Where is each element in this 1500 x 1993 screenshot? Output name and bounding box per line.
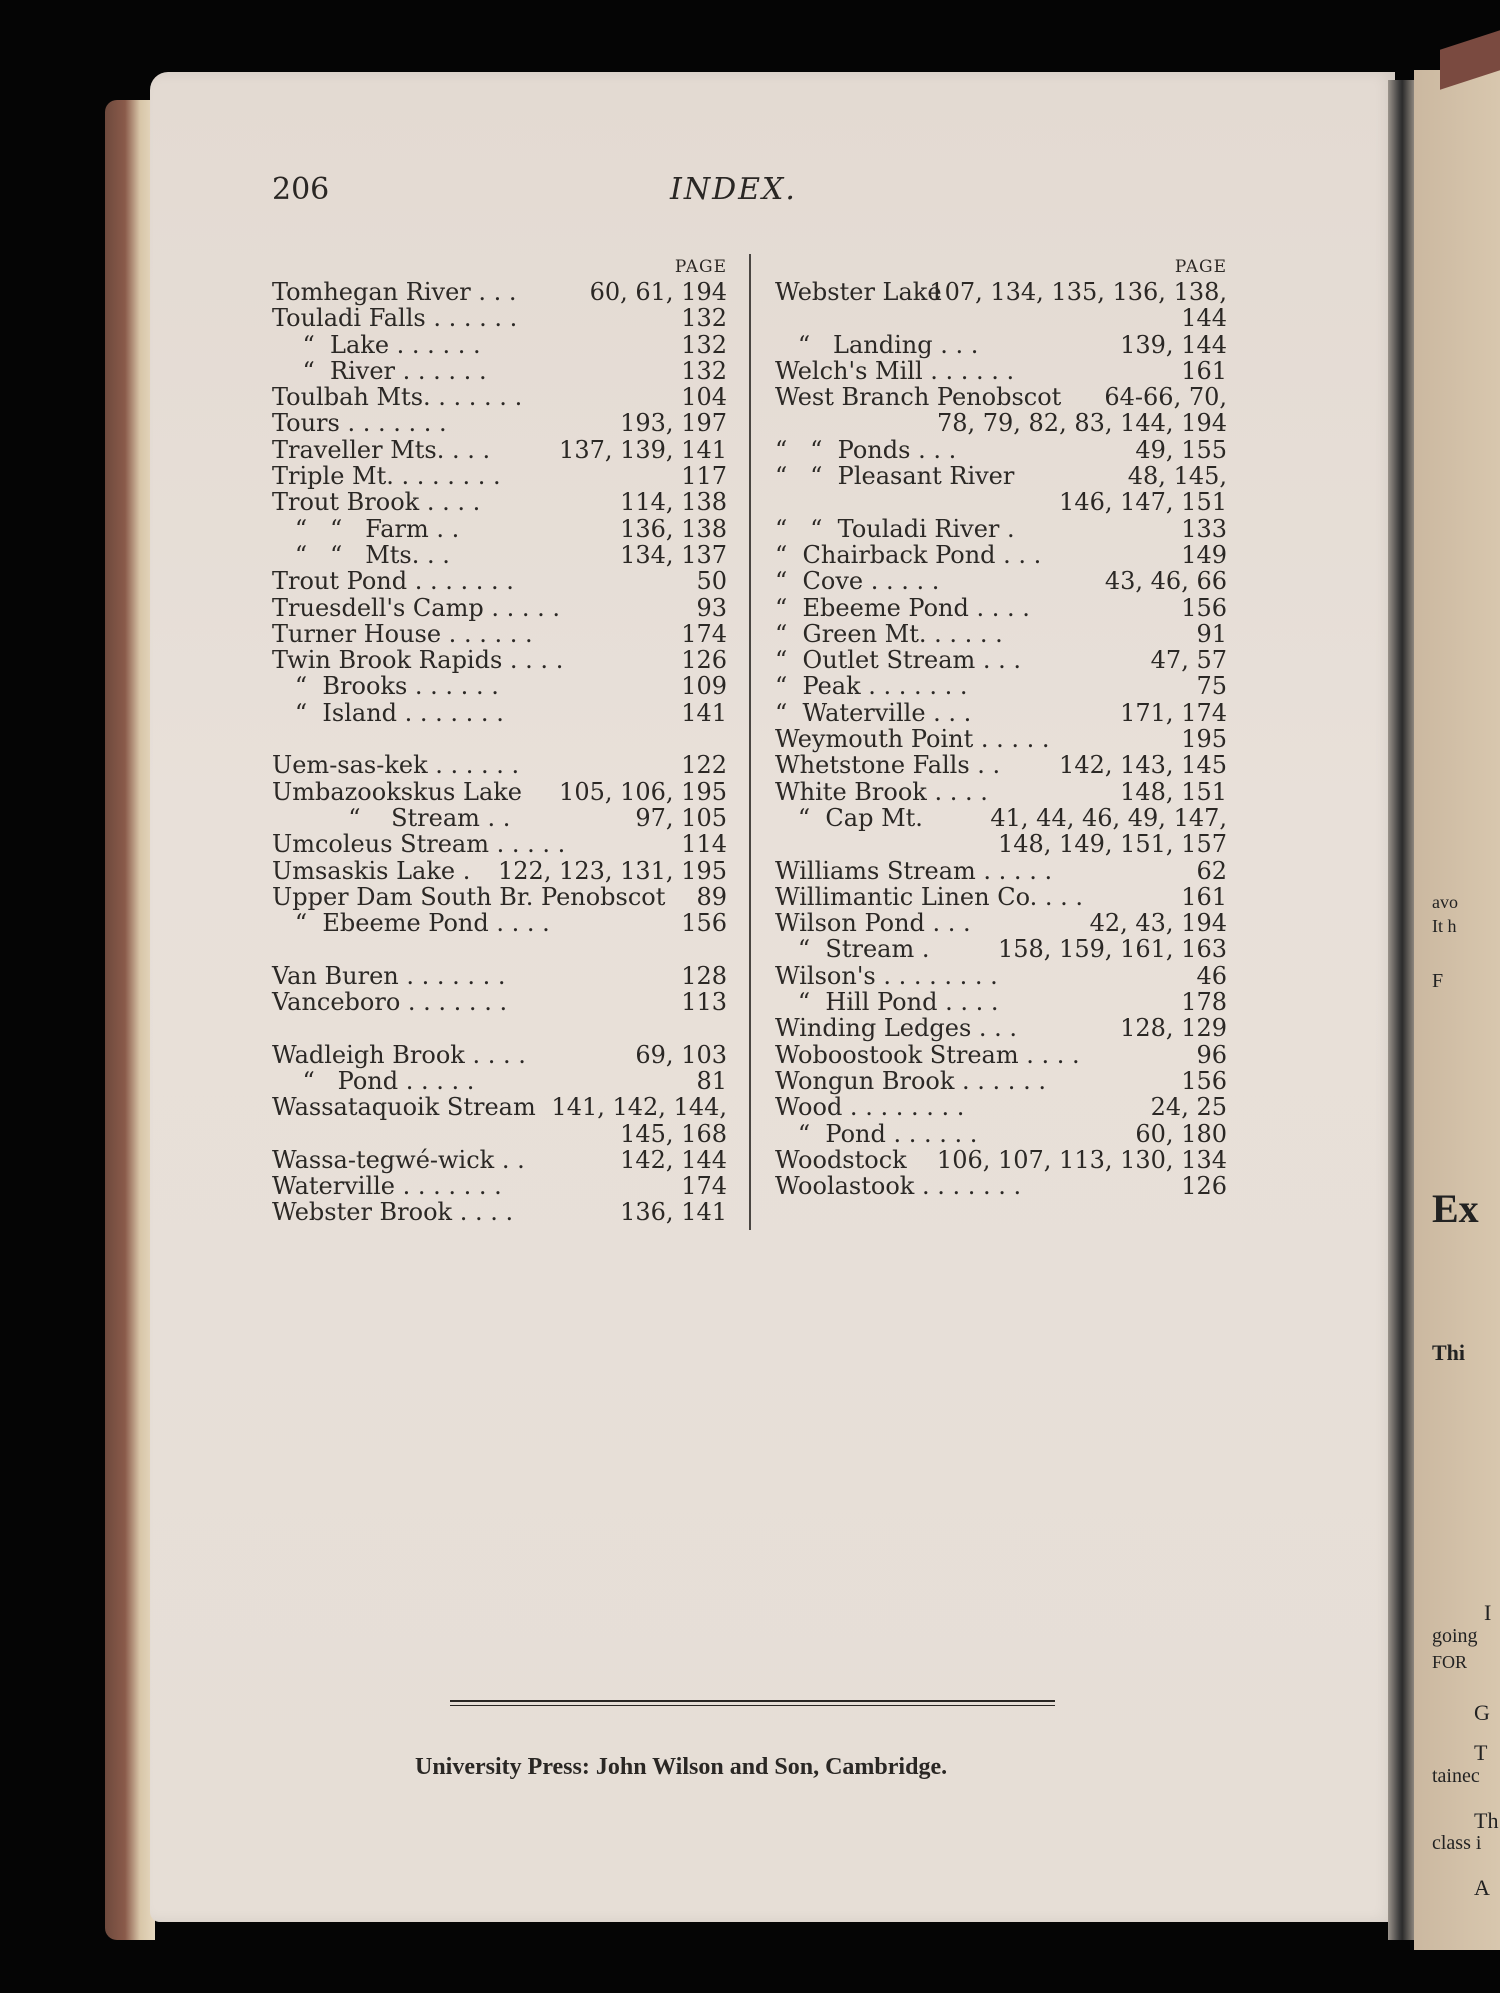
index-term: West Branch Penobscot bbox=[775, 383, 1062, 412]
index-entry bbox=[272, 673, 727, 699]
index-entry bbox=[775, 779, 1227, 805]
index-term: Uem-sas-kek . . . . . . bbox=[272, 751, 520, 780]
index-entry-list bbox=[775, 279, 1227, 1199]
index-term: Van Buren . . . . . . . bbox=[272, 961, 506, 990]
index-term: “ “ Ponds . . . bbox=[775, 435, 957, 464]
index-entry bbox=[272, 410, 727, 436]
index-entry bbox=[272, 621, 727, 647]
index-entry bbox=[272, 910, 727, 936]
index-term: “ Ebeeme Pond . . . . bbox=[775, 593, 1030, 622]
index-entry bbox=[272, 305, 727, 331]
index-term: “ Green Mt. . . . . . bbox=[775, 619, 1003, 648]
next-page-fragment: Ex bbox=[1432, 1186, 1479, 1231]
index-entry bbox=[272, 726, 727, 752]
index-entry bbox=[775, 1121, 1227, 1147]
footer-rule bbox=[450, 1700, 1055, 1706]
index-entry bbox=[775, 542, 1227, 568]
index-term: Trout Pond . . . . . . . bbox=[272, 567, 514, 596]
index-page-refs: 96 bbox=[1196, 1040, 1227, 1069]
index-term: Tomhegan River . . . bbox=[272, 278, 517, 306]
index-page-refs: 161 bbox=[1181, 356, 1227, 385]
index-entry bbox=[272, 516, 727, 542]
index-entry bbox=[272, 752, 727, 778]
index-page-refs: 75 bbox=[1196, 672, 1227, 701]
next-page-fragment: T bbox=[1474, 1740, 1488, 1765]
next-page-fragment: class i bbox=[1432, 1832, 1482, 1854]
index-page-refs: 89 bbox=[696, 882, 727, 911]
index-entry bbox=[272, 1042, 727, 1068]
index-page-refs: 136, 141 bbox=[620, 1198, 727, 1227]
index-entry bbox=[775, 437, 1227, 463]
index-page-refs: 139, 144 bbox=[1120, 330, 1227, 359]
index-entry bbox=[272, 1068, 727, 1094]
index-page-refs: 161 bbox=[1181, 882, 1227, 911]
index-entry bbox=[775, 621, 1227, 647]
index-page-refs: 128, 129 bbox=[1120, 1014, 1227, 1043]
index-term: “ “ Mts. . . bbox=[272, 540, 450, 569]
index-entry bbox=[775, 1094, 1227, 1120]
index-page-refs: 46 bbox=[1196, 961, 1227, 990]
index-entry bbox=[775, 489, 1227, 515]
next-page-fragment: I bbox=[1484, 1600, 1492, 1625]
index-page-refs: 132 bbox=[681, 330, 727, 359]
index-entry bbox=[775, 358, 1227, 384]
index-page-refs: 156 bbox=[1181, 1066, 1227, 1095]
next-page-edge bbox=[1414, 70, 1500, 1950]
index-page-refs: 146, 147, 151 bbox=[1059, 488, 1227, 517]
index-term: “ “ Touladi River . bbox=[775, 514, 1015, 543]
index-term: Umsaskis Lake . bbox=[272, 856, 471, 885]
index-page-refs: 60, 180 bbox=[1135, 1119, 1227, 1148]
index-entry bbox=[272, 884, 727, 910]
index-term: Whetstone Falls . . bbox=[775, 751, 1001, 780]
index-page-refs: 174 bbox=[681, 1172, 727, 1201]
index-term: “ Outlet Stream . . . bbox=[775, 646, 1022, 675]
index-page-refs: 156 bbox=[1181, 593, 1227, 622]
index-page-refs: 122, 123, 131, 195 bbox=[497, 856, 727, 885]
index-page-refs: 47, 57 bbox=[1150, 646, 1227, 675]
index-entry bbox=[775, 1015, 1227, 1041]
index-term: Wilson's . . . . . . . . bbox=[775, 961, 998, 990]
index-page-refs: 148, 151 bbox=[1120, 777, 1227, 806]
index-entry bbox=[272, 358, 727, 384]
page-number: 206 bbox=[272, 172, 330, 207]
index-page-refs: 93 bbox=[696, 593, 727, 622]
index-page-refs: 107, 134, 135, 136, 138, bbox=[929, 278, 1227, 306]
index-entry bbox=[775, 1068, 1227, 1094]
index-page-refs: 64-66, 70, bbox=[1104, 383, 1227, 412]
index-page-refs: 114, 138 bbox=[620, 488, 727, 517]
index-term: “ Brooks . . . . . . bbox=[272, 672, 499, 701]
index-term: Umcoleus Stream . . . . . bbox=[272, 830, 566, 859]
index-page-refs: 126 bbox=[1181, 1172, 1227, 1201]
next-page-fragment: going bbox=[1432, 1625, 1478, 1647]
index-entry bbox=[272, 779, 727, 805]
index-term: “ “ Farm . . bbox=[272, 514, 460, 543]
index-entry bbox=[272, 700, 727, 726]
index-page-refs: 128 bbox=[681, 961, 727, 990]
index-page-refs: 178 bbox=[1181, 988, 1227, 1017]
index-entry bbox=[775, 936, 1227, 962]
index-entry bbox=[272, 989, 727, 1015]
next-page-fragment: It h bbox=[1432, 916, 1457, 936]
index-term: “ Cap Mt. bbox=[775, 803, 923, 832]
index-entry bbox=[272, 463, 727, 489]
index-entry bbox=[272, 1173, 727, 1199]
index-term: Touladi Falls . . . . . . bbox=[272, 304, 518, 333]
index-entry bbox=[272, 831, 727, 857]
index-term: “ River . . . . . . bbox=[272, 356, 487, 385]
index-term: “ Peak . . . . . . . bbox=[775, 672, 968, 701]
index-term: “ “ Pleasant River bbox=[775, 462, 1015, 491]
index-entry bbox=[775, 568, 1227, 594]
index-term: Upper Dam South Br. Penobscot bbox=[272, 882, 666, 911]
next-page-fragment: Th bbox=[1474, 1808, 1499, 1833]
index-entry bbox=[775, 726, 1227, 752]
index-page-refs: 158, 159, 161, 163 bbox=[997, 935, 1227, 964]
index-page-refs: 113 bbox=[681, 988, 727, 1017]
index-entry-list bbox=[272, 279, 727, 1226]
index-page-refs: 142, 143, 145 bbox=[1059, 751, 1227, 780]
index-page-refs: 42, 43, 194 bbox=[1089, 909, 1227, 938]
index-entry bbox=[775, 963, 1227, 989]
index-term: “ Island . . . . . . . bbox=[272, 698, 504, 727]
index-entry bbox=[272, 805, 727, 831]
index-entry bbox=[775, 516, 1227, 542]
index-term: Wood . . . . . . . . bbox=[775, 1093, 965, 1122]
index-term: Woboostook Stream . . . . bbox=[775, 1040, 1080, 1069]
index-term: Wongun Brook . . . . . . bbox=[775, 1066, 1046, 1095]
index-term: Wassataquoik Stream bbox=[272, 1093, 536, 1122]
column-heading: PAGE bbox=[1174, 257, 1227, 277]
index-page-refs: 193, 197 bbox=[620, 409, 727, 438]
next-page-fragment: FOR bbox=[1432, 1652, 1468, 1672]
index-page-refs: 144 bbox=[1181, 304, 1227, 333]
index-page-refs: 109 bbox=[681, 672, 727, 701]
index-term: Traveller Mts. . . . bbox=[272, 435, 491, 464]
index-page-refs: 195 bbox=[1181, 725, 1227, 754]
running-title: INDEX. bbox=[670, 172, 797, 207]
index-page-refs: 114 bbox=[681, 830, 727, 859]
index-page-refs: 49, 155 bbox=[1135, 435, 1227, 464]
index-entry bbox=[272, 595, 727, 621]
index-term: Woolastook . . . . . . . bbox=[775, 1172, 1022, 1201]
index-page-refs: 174 bbox=[681, 619, 727, 648]
index-term: White Brook . . . . bbox=[775, 777, 988, 806]
index-page-refs: 149 bbox=[1181, 540, 1227, 569]
index-term: Wassa-tegwé-wick . . bbox=[272, 1145, 525, 1174]
index-entry bbox=[272, 1199, 727, 1225]
index-entry bbox=[775, 700, 1227, 726]
index-page-refs: 117 bbox=[681, 462, 727, 491]
index-entry bbox=[272, 1015, 727, 1041]
index-term: “ Stream . bbox=[775, 935, 930, 964]
index-entry bbox=[272, 279, 727, 305]
index-page-refs: 81 bbox=[696, 1066, 727, 1095]
index-term: “ Chairback Pond . . . bbox=[775, 540, 1042, 569]
index-entry bbox=[775, 910, 1227, 936]
index-term: Woodstock bbox=[775, 1145, 907, 1174]
index-page-refs: 60, 61, 194 bbox=[589, 278, 727, 306]
index-term: Toulbah Mts. . . . . . . bbox=[272, 383, 523, 412]
index-entry bbox=[272, 647, 727, 673]
book-gutter bbox=[1388, 80, 1414, 1940]
index-term: Williams Stream . . . . . bbox=[775, 856, 1053, 885]
index-entry bbox=[775, 279, 1227, 305]
next-page-fragment: A bbox=[1474, 1875, 1490, 1900]
index-entry bbox=[272, 1147, 727, 1173]
index-entry bbox=[775, 1042, 1227, 1068]
index-term: “ Landing . . . bbox=[775, 330, 979, 359]
column-heading: PAGE bbox=[674, 257, 727, 277]
index-term: “ Stream . . bbox=[272, 803, 511, 832]
index-term: Triple Mt. . . . . . . . bbox=[272, 462, 501, 491]
index-entry bbox=[775, 1173, 1227, 1199]
book-spine bbox=[105, 100, 155, 1940]
index-entry bbox=[775, 673, 1227, 699]
next-page-fragment: Thi bbox=[1432, 1340, 1466, 1365]
index-entry bbox=[272, 858, 727, 884]
index-entry bbox=[272, 384, 727, 410]
index-entry bbox=[272, 568, 727, 594]
index-page-refs: 105, 106, 195 bbox=[559, 777, 727, 806]
index-page-refs: 41, 44, 46, 49, 147, bbox=[990, 803, 1227, 832]
index-term: Twin Brook Rapids . . . . bbox=[272, 646, 564, 675]
index-page-refs: 132 bbox=[681, 304, 727, 333]
index-page-refs: 43, 46, 66 bbox=[1104, 567, 1227, 596]
index-page-refs: 141, 142, 144, bbox=[551, 1093, 727, 1122]
index-page-refs: 122 bbox=[681, 751, 727, 780]
index-page-refs: 69, 103 bbox=[635, 1040, 727, 1069]
index-entry bbox=[775, 332, 1227, 358]
index-term: “ Cove . . . . . bbox=[775, 567, 940, 596]
index-entry bbox=[775, 595, 1227, 621]
index-page-refs: 91 bbox=[1196, 619, 1227, 648]
index-entry bbox=[775, 463, 1227, 489]
index-term: Tours . . . . . . . bbox=[272, 409, 447, 438]
index-page-refs: 104 bbox=[681, 383, 727, 412]
index-page-refs: 126 bbox=[681, 646, 727, 675]
index-entry bbox=[775, 805, 1227, 831]
index-entry bbox=[775, 989, 1227, 1015]
index-term: Umbazookskus Lake bbox=[272, 777, 522, 806]
index-entry bbox=[272, 936, 727, 962]
index-entry bbox=[775, 884, 1227, 910]
index-term: Wilson Pond . . . bbox=[775, 909, 971, 938]
index-term: Vanceboro . . . . . . . bbox=[272, 988, 508, 1017]
index-page-refs: 142, 144 bbox=[620, 1145, 727, 1174]
index-term: Willimantic Linen Co. . . . bbox=[775, 882, 1084, 911]
index-page-refs: 136, 138 bbox=[620, 514, 727, 543]
index-term: Wadleigh Brook . . . . bbox=[272, 1040, 526, 1069]
index-entry bbox=[775, 831, 1227, 857]
index-entry bbox=[775, 305, 1227, 331]
index-term: Weymouth Point . . . . . bbox=[775, 725, 1050, 754]
index-term: “ Waterville . . . bbox=[775, 698, 972, 727]
index-entry bbox=[775, 858, 1227, 884]
index-term: Winding Ledges . . . bbox=[775, 1014, 1018, 1043]
next-page-fragment: avo bbox=[1432, 892, 1458, 912]
index-page-refs: 133 bbox=[1181, 514, 1227, 543]
index-page-refs: 132 bbox=[681, 356, 727, 385]
index-entry bbox=[272, 437, 727, 463]
index-term: Waterville . . . . . . . bbox=[272, 1172, 502, 1201]
index-column-left bbox=[272, 255, 727, 1226]
printer-imprint: University Press: John Wilson and Son, Cambridge. bbox=[415, 1754, 948, 1780]
next-page-fragment: G bbox=[1474, 1700, 1490, 1725]
index-entry bbox=[775, 752, 1227, 778]
index-page-refs: 134, 137 bbox=[620, 540, 727, 569]
index-term: “ Lake . . . . . . bbox=[272, 330, 481, 359]
index-entry bbox=[272, 1094, 727, 1120]
index-page-refs: 62 bbox=[1196, 856, 1227, 885]
index-page-refs: 24, 25 bbox=[1150, 1093, 1227, 1122]
index-term: Turner House . . . . . . bbox=[272, 619, 533, 648]
index-entry bbox=[272, 963, 727, 989]
index-entry bbox=[775, 647, 1227, 673]
index-page-refs: 137, 139, 141 bbox=[559, 435, 727, 464]
index-term: Welch's Mill . . . . . . bbox=[775, 356, 1015, 385]
index-entry bbox=[272, 489, 727, 515]
column-divider bbox=[749, 254, 751, 1230]
index-entry bbox=[272, 1121, 727, 1147]
index-page-refs: 50 bbox=[696, 567, 727, 596]
index-column-right bbox=[775, 255, 1227, 1199]
index-entry bbox=[775, 384, 1227, 410]
index-page-refs: 141 bbox=[681, 698, 727, 727]
index-page-refs: 145, 168 bbox=[620, 1119, 727, 1148]
index-term: Trout Brook . . . . bbox=[272, 488, 481, 517]
index-page-refs: 171, 174 bbox=[1120, 698, 1227, 727]
index-term: “ Pond . . . . . . bbox=[775, 1119, 978, 1148]
index-page-refs: 106, 107, 113, 130, 134 bbox=[936, 1145, 1227, 1174]
index-entry bbox=[775, 1147, 1227, 1173]
index-page-refs: 156 bbox=[681, 909, 727, 938]
index-term: “ Ebeeme Pond . . . . bbox=[272, 909, 550, 938]
index-page-refs: 48, 145, bbox=[1127, 462, 1227, 491]
index-term: “ Hill Pond . . . . bbox=[775, 988, 999, 1017]
index-page-refs: 97, 105 bbox=[635, 803, 727, 832]
index-entry bbox=[272, 332, 727, 358]
next-page-fragment: F bbox=[1432, 970, 1444, 992]
index-entry bbox=[272, 542, 727, 568]
index-entry bbox=[775, 410, 1227, 436]
index-page-refs: 78, 79, 82, 83, 144, 194 bbox=[936, 409, 1227, 438]
index-page-refs: 148, 149, 151, 157 bbox=[997, 830, 1227, 859]
next-page-fragment: tainec bbox=[1432, 1765, 1480, 1787]
index-term: Webster Lake bbox=[775, 278, 942, 306]
index-term: Webster Brook . . . . bbox=[272, 1198, 514, 1227]
index-term: Truesdell's Camp . . . . . bbox=[272, 593, 560, 622]
index-term: “ Pond . . . . . bbox=[272, 1066, 475, 1095]
